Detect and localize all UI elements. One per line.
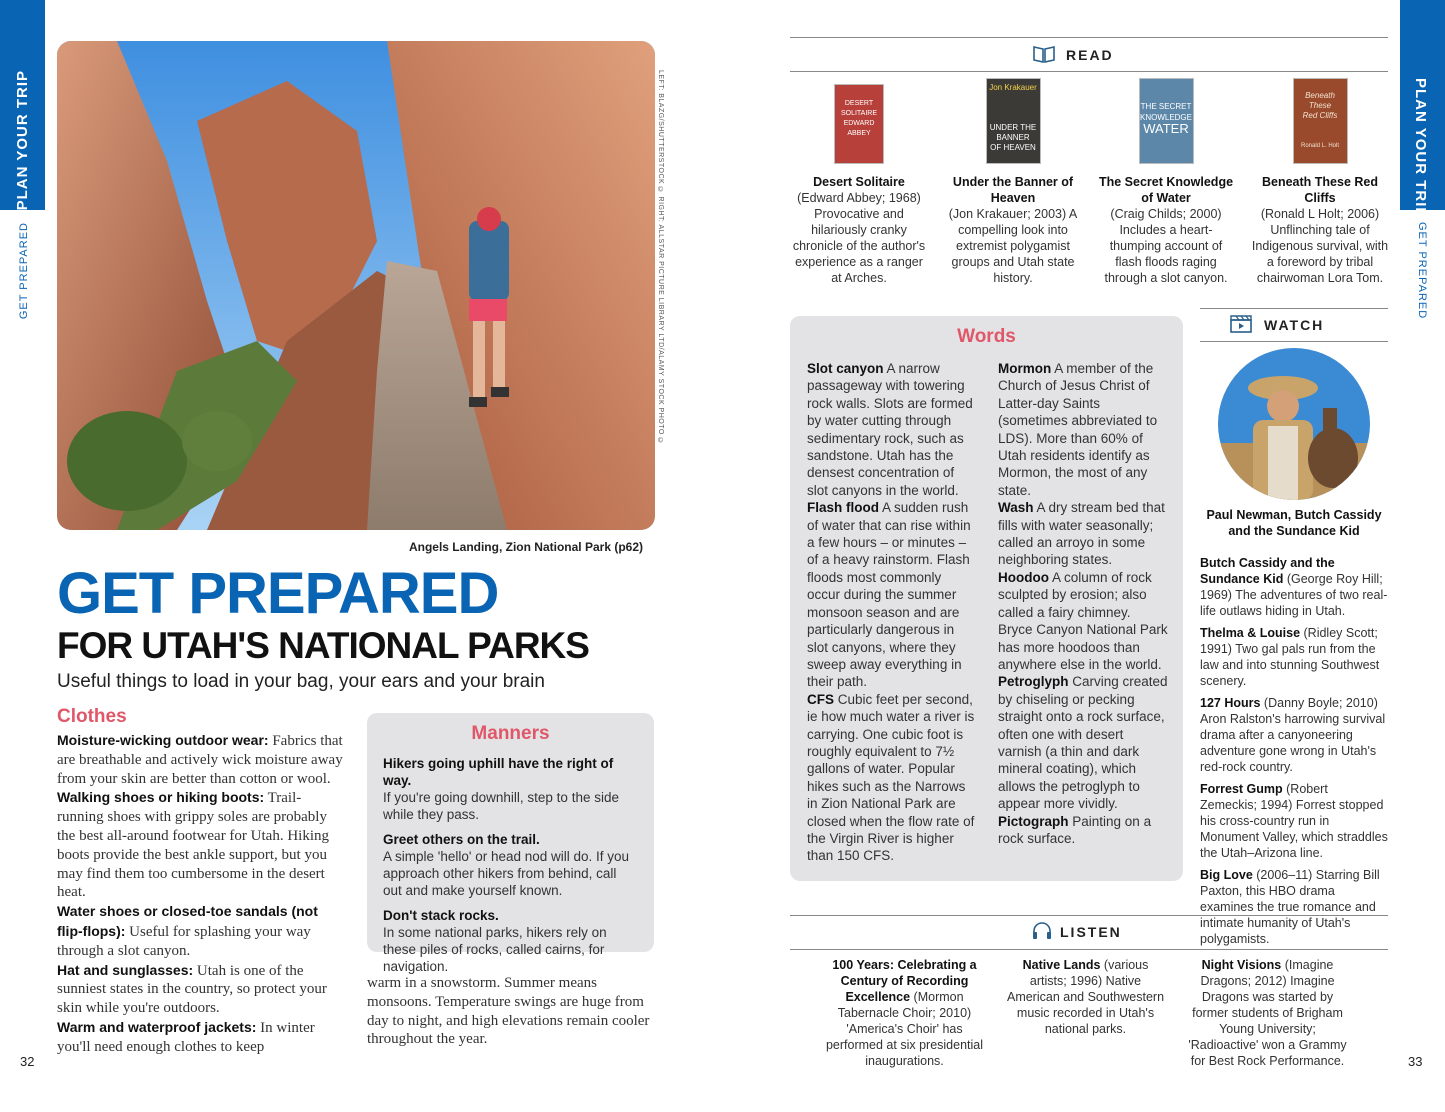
words-column-1 xyxy=(807,360,977,865)
book-cover: Jon Krakauer UNDER THE BANNER OF HEAVEN xyxy=(986,78,1041,164)
clothes-item: Walking shoes or hiking boots: Trail-running shoes with grippy soles are probably the best all-around footwear for Utah. Hiking boots provide the best ankle support, but you may find them too cumbersome in the desert heat. xyxy=(57,789,329,901)
page-tagline: Useful things to load in your bag, your ears and your brain xyxy=(57,671,545,692)
page-subtitle: FOR UTAH'S NATIONAL PARKS xyxy=(57,625,589,666)
manners-item: Don't stack rocks. In some national parks, hikers rely on these piles of rocks, called cairns, for navigation. xyxy=(383,908,607,974)
album-item: 100 Years: Celebrating a Century of Recording Excellence (Mormon Tabernacle Choir; 2010) 'America's Choir' has performed at six presidential inaugurations. xyxy=(825,958,984,1068)
clothes-body xyxy=(57,731,347,1057)
watch-list xyxy=(1200,555,1388,953)
book-item: DESERT SOLITAIRE EDWARD ABBEY Desert Solitaire (Edward Abbey; 1968) Provocative and hilariously cranky chronicle of the author's experience as a ranger at Arches. xyxy=(789,84,929,286)
word-entry: Slot canyon A narrow passageway with towering rock walls. Slots are formed by water cutting through sedimentary rock, such as sandstone. Utah has the densest concentration of slot canyons in the world. xyxy=(807,361,973,498)
word-entry: Pictograph Painting on a rock surface. xyxy=(998,813,1152,846)
headphones-icon xyxy=(1031,922,1053,945)
clothes-item: Warm and waterproof jackets: In winter you'll need enough clothes to keep xyxy=(57,1018,315,1055)
film-item: 127 Hours (Danny Boyle; 2010) Aron Ralston's harrowing survival drama after a canyoneering adventure gone wrong in Utah's red-rock country. xyxy=(1200,696,1386,774)
book-cover: DESERT SOLITAIRE EDWARD ABBEY xyxy=(834,84,884,164)
film-item: Forrest Gump (Robert Zemeckis; 1994) Forrest stopped his cross-country run in Monument Valley, which straddles the Utah–Arizona line. xyxy=(1200,782,1388,860)
page-title: GET PREPARED xyxy=(57,561,499,626)
words-box xyxy=(790,316,1183,881)
read-top-rule xyxy=(790,37,1388,38)
book-cover: THE SECRET KNOWLEDGE WATER xyxy=(1139,78,1194,164)
right-tab-label: PLAN YOUR TRIP xyxy=(1412,78,1429,219)
album-item: Native Lands (various artists; 1996) Native American and Southwestern music recorded in Utah's national parks. xyxy=(1006,958,1165,1036)
listen-label: LISTEN xyxy=(1060,924,1122,940)
listen-top-rule xyxy=(790,915,1388,916)
film-clapper-icon xyxy=(1230,315,1252,338)
hiker-canyon-illustration xyxy=(57,41,655,530)
page-number-right: 33 xyxy=(1408,1054,1423,1069)
manners-item: Greet others on the trail. A simple 'hello' or head nod will do. If you approach other hikers from behind, call out and make yourself known. xyxy=(383,832,630,898)
listen-bottom-rule xyxy=(790,949,1388,950)
film-still-photo xyxy=(1218,348,1370,500)
book-icon xyxy=(1033,45,1055,68)
film-item: Thelma & Louise (Ridley Scott; 1991) Two gal pals run from the law and into stunning Southwest scenery. xyxy=(1200,626,1380,688)
clothes-item: Hat and sunglasses: Utah is one of the sunniest states in the country, so protect your skin while you're outdoors. xyxy=(57,961,327,1017)
clothes-continued: warm in a snowstorm. Summer means monsoons. Temperature swings are huge from day to night, and high elevations remain cooler throughout the year. xyxy=(367,975,650,1048)
left-tab-label: PLAN YOUR TRIP xyxy=(14,70,31,211)
word-entry: Mormon A member of the Church of Jesus Christ of Latter-day Saints (sometimes abbreviated to LDS). More than 60% of Utah residents identify as Mormon, the most of any state. xyxy=(998,361,1158,498)
word-entry: CFS Cubic feet per second, ie how much water a river is carrying. One cubic foot is roughly equivalent to 7½ gallons of water. Popular hikes such as the Narrows in Zion National Park are closed when the flow rate of the Virgin River is higher than 150 CFS. xyxy=(807,691,975,864)
word-entry: Flash flood A sudden rush of water that can rise within a few hours – or minutes – of a heavy rainstorm. Flash floods most commonly occur during the summer monsoon season and are particularly dangerous in slot canyons, where they sweep away everything in their path. xyxy=(807,500,971,690)
film-item: Butch Cassidy and the Sundance Kid (George Roy Hill; 1969) The adventures of two real-life outlaws hiding in Utah. xyxy=(1200,556,1388,618)
watch-top-rule xyxy=(1200,308,1388,309)
book-item: Jon Krakauer UNDER THE BANNER OF HEAVEN Under the Banner of Heaven (Jon Krakauer; 2003) A compelling look into extremist polygamist groups and Utah state history. xyxy=(943,78,1083,286)
clothes-title: Clothes xyxy=(57,706,127,727)
word-entry: Wash A dry stream bed that fills with water seasonally; called an arroyo in some neighboring states. xyxy=(998,500,1165,568)
manners-title: Manners xyxy=(471,723,550,744)
watch-bottom-rule xyxy=(1200,341,1388,342)
words-title: Words xyxy=(957,326,1016,347)
words-column-2 xyxy=(998,360,1168,847)
photo-caption: Angels Landing, Zion National Park (p62) xyxy=(408,540,643,554)
film-item: Big Love (2006–11) Starring Bill Paxton, this HBO drama examines the true romance and intimate humanity of Utah's polygamists. xyxy=(1200,868,1380,946)
page-number-left: 32 xyxy=(20,1054,35,1069)
word-entry: Petroglyph Carving created by chiseling or pecking straight onto a rock surface, often one with desert varnish (a thin and dark mineral coating), which allows the petroglyph to appear more vividly. xyxy=(998,674,1168,812)
watch-label: WATCH xyxy=(1264,317,1325,333)
book-cover: Beneath These Red Cliffs Ronald L. Holt xyxy=(1293,78,1348,164)
photo-credit: LEFT: BLAZG/SHUTTERSTOCK © RIGHT: ALLSTAR PICTURE LIBRARY LTD/ALAMY STOCK PHOTO © xyxy=(657,70,664,445)
clothes-item: Moisture-wicking outdoor wear: Fabrics that are breathable and actively wick moisture away from your skin are better than cotton or wool. xyxy=(57,732,343,787)
album-item: Night Visions (Imagine Dragons; 2012) Imagine Dragons was started by former students of Brigham Young University; 'Radioactive' won a Grammy for Best Rock Performance. xyxy=(1188,958,1347,1068)
right-tab-sublabel: GET PREPARED xyxy=(1416,222,1428,320)
book-item: THE SECRET KNOWLEDGE WATER The Secret Knowledge of Water (Craig Childs; 2000) Includes a heart-thumping account of flash floods raging through a slot canyon. xyxy=(1096,78,1236,286)
angels-landing-photo xyxy=(57,41,655,530)
read-label: READ xyxy=(1066,47,1114,63)
read-bottom-rule xyxy=(790,71,1388,72)
film-still-caption: Paul Newman, Butch Cassidy and the Sundance Kid xyxy=(1206,508,1382,538)
word-entry: Hoodoo A column of rock sculpted by erosion; also called a fairy chimney. Bryce Canyon National Park has more hoodoos than anywhere else in the world. xyxy=(998,569,1168,672)
book-item: Beneath These Red Cliffs Ronald L. Holt Beneath These Red Cliffs (Ronald L Holt; 2006) Unflinching tale of Indigenous survival, with a foreword by tribal chairwoman Lora Tom. xyxy=(1250,78,1390,286)
manners-item: Hikers going uphill have the right of way. If you're going downhill, step to the side while they pass. xyxy=(383,756,619,822)
left-tab-sublabel: GET PREPARED xyxy=(18,222,30,320)
manners-box xyxy=(367,713,654,974)
clothes-item: Water shoes or closed-toe sandals (not flip-flops): Useful for splashing your way through a slot canyon. xyxy=(57,903,318,959)
